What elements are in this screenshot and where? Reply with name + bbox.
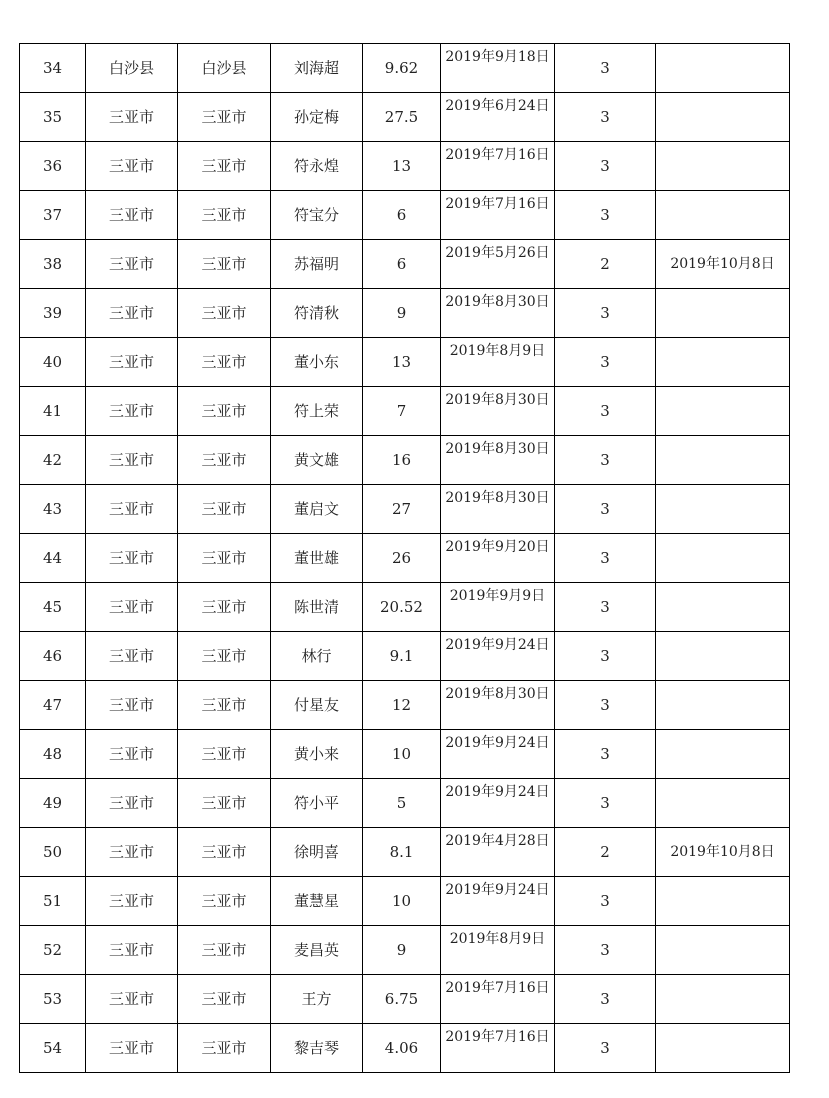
table-row — [20, 779, 790, 828]
county-cell: 三亚市 — [86, 289, 178, 338]
status-code-cell: 3 — [555, 975, 656, 1024]
note-date-cell: 2019年10月8日 — [656, 240, 790, 289]
status-code-cell: 3 — [555, 44, 656, 93]
note-date-cell — [656, 142, 790, 191]
city-cell: 三亚市 — [178, 240, 271, 289]
table-row — [20, 534, 790, 583]
status-code-cell: 3 — [555, 681, 656, 730]
amount-cell: 27 — [363, 485, 441, 534]
status-code-cell: 3 — [555, 877, 656, 926]
table-row — [20, 44, 790, 93]
county-cell: 三亚市 — [86, 681, 178, 730]
city-cell: 三亚市 — [178, 338, 271, 387]
county-cell: 三亚市 — [86, 632, 178, 681]
status-code-cell: 3 — [555, 387, 656, 436]
note-date-cell — [656, 632, 790, 681]
table-row — [20, 387, 790, 436]
city-cell: 三亚市 — [178, 730, 271, 779]
table-row — [20, 1024, 790, 1073]
county-cell: 三亚市 — [86, 534, 178, 583]
status-code-cell: 3 — [555, 338, 656, 387]
person-name-cell: 董小东 — [271, 338, 363, 387]
row-number-cell: 39 — [20, 289, 86, 338]
date-cell: 2019年7月16日 — [441, 142, 555, 191]
row-number-cell: 41 — [20, 387, 86, 436]
table-row — [20, 436, 790, 485]
city-cell: 三亚市 — [178, 289, 271, 338]
date-cell: 2019年8月30日 — [441, 387, 555, 436]
note-date-cell — [656, 534, 790, 583]
table-row — [20, 632, 790, 681]
city-cell: 三亚市 — [178, 877, 271, 926]
person-name-cell: 符宝分 — [271, 191, 363, 240]
note-date-cell — [656, 387, 790, 436]
city-cell: 三亚市 — [178, 583, 271, 632]
note-date-cell — [656, 191, 790, 240]
table-row — [20, 338, 790, 387]
county-cell: 三亚市 — [86, 338, 178, 387]
date-cell: 2019年8月30日 — [441, 436, 555, 485]
row-number-cell: 38 — [20, 240, 86, 289]
amount-cell: 16 — [363, 436, 441, 485]
table-row — [20, 191, 790, 240]
date-cell: 2019年8月30日 — [441, 485, 555, 534]
amount-cell: 9.62 — [363, 44, 441, 93]
amount-cell: 8.1 — [363, 828, 441, 877]
table-row — [20, 926, 790, 975]
city-cell: 三亚市 — [178, 828, 271, 877]
amount-cell: 7 — [363, 387, 441, 436]
row-number-cell: 44 — [20, 534, 86, 583]
status-code-cell: 3 — [555, 632, 656, 681]
city-cell: 三亚市 — [178, 485, 271, 534]
person-name-cell: 董世雄 — [271, 534, 363, 583]
date-cell: 2019年9月24日 — [441, 877, 555, 926]
row-number-cell: 54 — [20, 1024, 86, 1073]
county-cell: 三亚市 — [86, 142, 178, 191]
note-date-cell — [656, 877, 790, 926]
city-cell: 白沙县 — [178, 44, 271, 93]
amount-cell: 6.75 — [363, 975, 441, 1024]
table-row — [20, 828, 790, 877]
city-cell: 三亚市 — [178, 436, 271, 485]
table-row — [20, 975, 790, 1024]
row-number-cell: 49 — [20, 779, 86, 828]
person-name-cell: 王方 — [271, 975, 363, 1024]
person-name-cell: 付星友 — [271, 681, 363, 730]
date-cell: 2019年7月16日 — [441, 1024, 555, 1073]
date-cell: 2019年9月24日 — [441, 779, 555, 828]
table-row — [20, 289, 790, 338]
county-cell: 三亚市 — [86, 877, 178, 926]
county-cell: 三亚市 — [86, 730, 178, 779]
note-date-cell — [656, 338, 790, 387]
note-date-cell — [656, 730, 790, 779]
amount-cell: 5 — [363, 779, 441, 828]
amount-cell: 10 — [363, 730, 441, 779]
city-cell: 三亚市 — [178, 1024, 271, 1073]
status-code-cell: 3 — [555, 730, 656, 779]
county-cell: 三亚市 — [86, 1024, 178, 1073]
row-number-cell: 52 — [20, 926, 86, 975]
note-date-cell — [656, 681, 790, 730]
status-code-cell: 3 — [555, 485, 656, 534]
table-row — [20, 681, 790, 730]
note-date-cell — [656, 779, 790, 828]
row-number-cell: 50 — [20, 828, 86, 877]
amount-cell: 26 — [363, 534, 441, 583]
city-cell: 三亚市 — [178, 387, 271, 436]
city-cell: 三亚市 — [178, 632, 271, 681]
status-code-cell: 2 — [555, 828, 656, 877]
table-row — [20, 142, 790, 191]
city-cell: 三亚市 — [178, 779, 271, 828]
date-cell: 2019年8月9日 — [441, 338, 555, 387]
note-date-cell — [656, 975, 790, 1024]
person-name-cell: 黎吉琴 — [271, 1024, 363, 1073]
date-cell: 2019年8月30日 — [441, 289, 555, 338]
person-name-cell: 符上荣 — [271, 387, 363, 436]
amount-cell: 6 — [363, 240, 441, 289]
person-name-cell: 黄小来 — [271, 730, 363, 779]
county-cell: 三亚市 — [86, 779, 178, 828]
row-number-cell: 37 — [20, 191, 86, 240]
amount-cell: 12 — [363, 681, 441, 730]
status-code-cell: 3 — [555, 926, 656, 975]
table-row — [20, 485, 790, 534]
person-name-cell: 麦昌英 — [271, 926, 363, 975]
city-cell: 三亚市 — [178, 93, 271, 142]
row-number-cell: 53 — [20, 975, 86, 1024]
date-cell: 2019年9月24日 — [441, 632, 555, 681]
table-row — [20, 93, 790, 142]
note-date-cell — [656, 44, 790, 93]
note-date-cell — [656, 436, 790, 485]
date-cell: 2019年4月28日 — [441, 828, 555, 877]
status-code-cell: 3 — [555, 142, 656, 191]
row-number-cell: 36 — [20, 142, 86, 191]
records-table — [19, 43, 790, 1073]
row-number-cell: 43 — [20, 485, 86, 534]
note-date-cell: 2019年10月8日 — [656, 828, 790, 877]
county-cell: 三亚市 — [86, 926, 178, 975]
status-code-cell: 3 — [555, 289, 656, 338]
status-code-cell: 3 — [555, 779, 656, 828]
amount-cell: 13 — [363, 338, 441, 387]
date-cell: 2019年6月24日 — [441, 93, 555, 142]
status-code-cell: 3 — [555, 191, 656, 240]
person-name-cell: 林行 — [271, 632, 363, 681]
row-number-cell: 45 — [20, 583, 86, 632]
row-number-cell: 48 — [20, 730, 86, 779]
row-number-cell: 40 — [20, 338, 86, 387]
amount-cell: 4.06 — [363, 1024, 441, 1073]
status-code-cell: 3 — [555, 583, 656, 632]
amount-cell: 9 — [363, 926, 441, 975]
row-number-cell: 47 — [20, 681, 86, 730]
table-row — [20, 877, 790, 926]
date-cell: 2019年8月9日 — [441, 926, 555, 975]
person-name-cell: 符永煌 — [271, 142, 363, 191]
person-name-cell: 符小平 — [271, 779, 363, 828]
county-cell: 三亚市 — [86, 240, 178, 289]
date-cell: 2019年7月16日 — [441, 975, 555, 1024]
amount-cell: 27.5 — [363, 93, 441, 142]
county-cell: 三亚市 — [86, 583, 178, 632]
city-cell: 三亚市 — [178, 142, 271, 191]
row-number-cell: 51 — [20, 877, 86, 926]
row-number-cell: 34 — [20, 44, 86, 93]
amount-cell: 10 — [363, 877, 441, 926]
city-cell: 三亚市 — [178, 191, 271, 240]
amount-cell: 6 — [363, 191, 441, 240]
person-name-cell: 刘海超 — [271, 44, 363, 93]
note-date-cell — [656, 289, 790, 338]
person-name-cell: 董慧星 — [271, 877, 363, 926]
county-cell: 三亚市 — [86, 387, 178, 436]
row-number-cell: 42 — [20, 436, 86, 485]
note-date-cell — [656, 583, 790, 632]
note-date-cell — [656, 93, 790, 142]
county-cell: 三亚市 — [86, 828, 178, 877]
city-cell: 三亚市 — [178, 681, 271, 730]
date-cell: 2019年9月9日 — [441, 583, 555, 632]
person-name-cell: 符清秋 — [271, 289, 363, 338]
note-date-cell — [656, 926, 790, 975]
city-cell: 三亚市 — [178, 926, 271, 975]
person-name-cell: 苏福明 — [271, 240, 363, 289]
row-number-cell: 35 — [20, 93, 86, 142]
table-row — [20, 730, 790, 779]
county-cell: 三亚市 — [86, 485, 178, 534]
county-cell: 白沙县 — [86, 44, 178, 93]
date-cell: 2019年5月26日 — [441, 240, 555, 289]
status-code-cell: 3 — [555, 93, 656, 142]
status-code-cell: 3 — [555, 436, 656, 485]
table-row — [20, 583, 790, 632]
county-cell: 三亚市 — [86, 436, 178, 485]
city-cell: 三亚市 — [178, 534, 271, 583]
amount-cell: 9 — [363, 289, 441, 338]
date-cell: 2019年9月18日 — [441, 44, 555, 93]
status-code-cell: 2 — [555, 240, 656, 289]
note-date-cell — [656, 485, 790, 534]
county-cell: 三亚市 — [86, 93, 178, 142]
amount-cell: 20.52 — [363, 583, 441, 632]
person-name-cell: 陈世清 — [271, 583, 363, 632]
county-cell: 三亚市 — [86, 191, 178, 240]
date-cell: 2019年9月20日 — [441, 534, 555, 583]
records-table-body — [20, 44, 790, 1073]
table-row — [20, 240, 790, 289]
person-name-cell: 徐明喜 — [271, 828, 363, 877]
person-name-cell: 黄文雄 — [271, 436, 363, 485]
date-cell: 2019年9月24日 — [441, 730, 555, 779]
date-cell: 2019年7月16日 — [441, 191, 555, 240]
city-cell: 三亚市 — [178, 975, 271, 1024]
date-cell: 2019年8月30日 — [441, 681, 555, 730]
status-code-cell: 3 — [555, 534, 656, 583]
amount-cell: 13 — [363, 142, 441, 191]
status-code-cell: 3 — [555, 1024, 656, 1073]
person-name-cell: 孙定梅 — [271, 93, 363, 142]
county-cell: 三亚市 — [86, 975, 178, 1024]
person-name-cell: 董启文 — [271, 485, 363, 534]
row-number-cell: 46 — [20, 632, 86, 681]
amount-cell: 9.1 — [363, 632, 441, 681]
note-date-cell — [656, 1024, 790, 1073]
